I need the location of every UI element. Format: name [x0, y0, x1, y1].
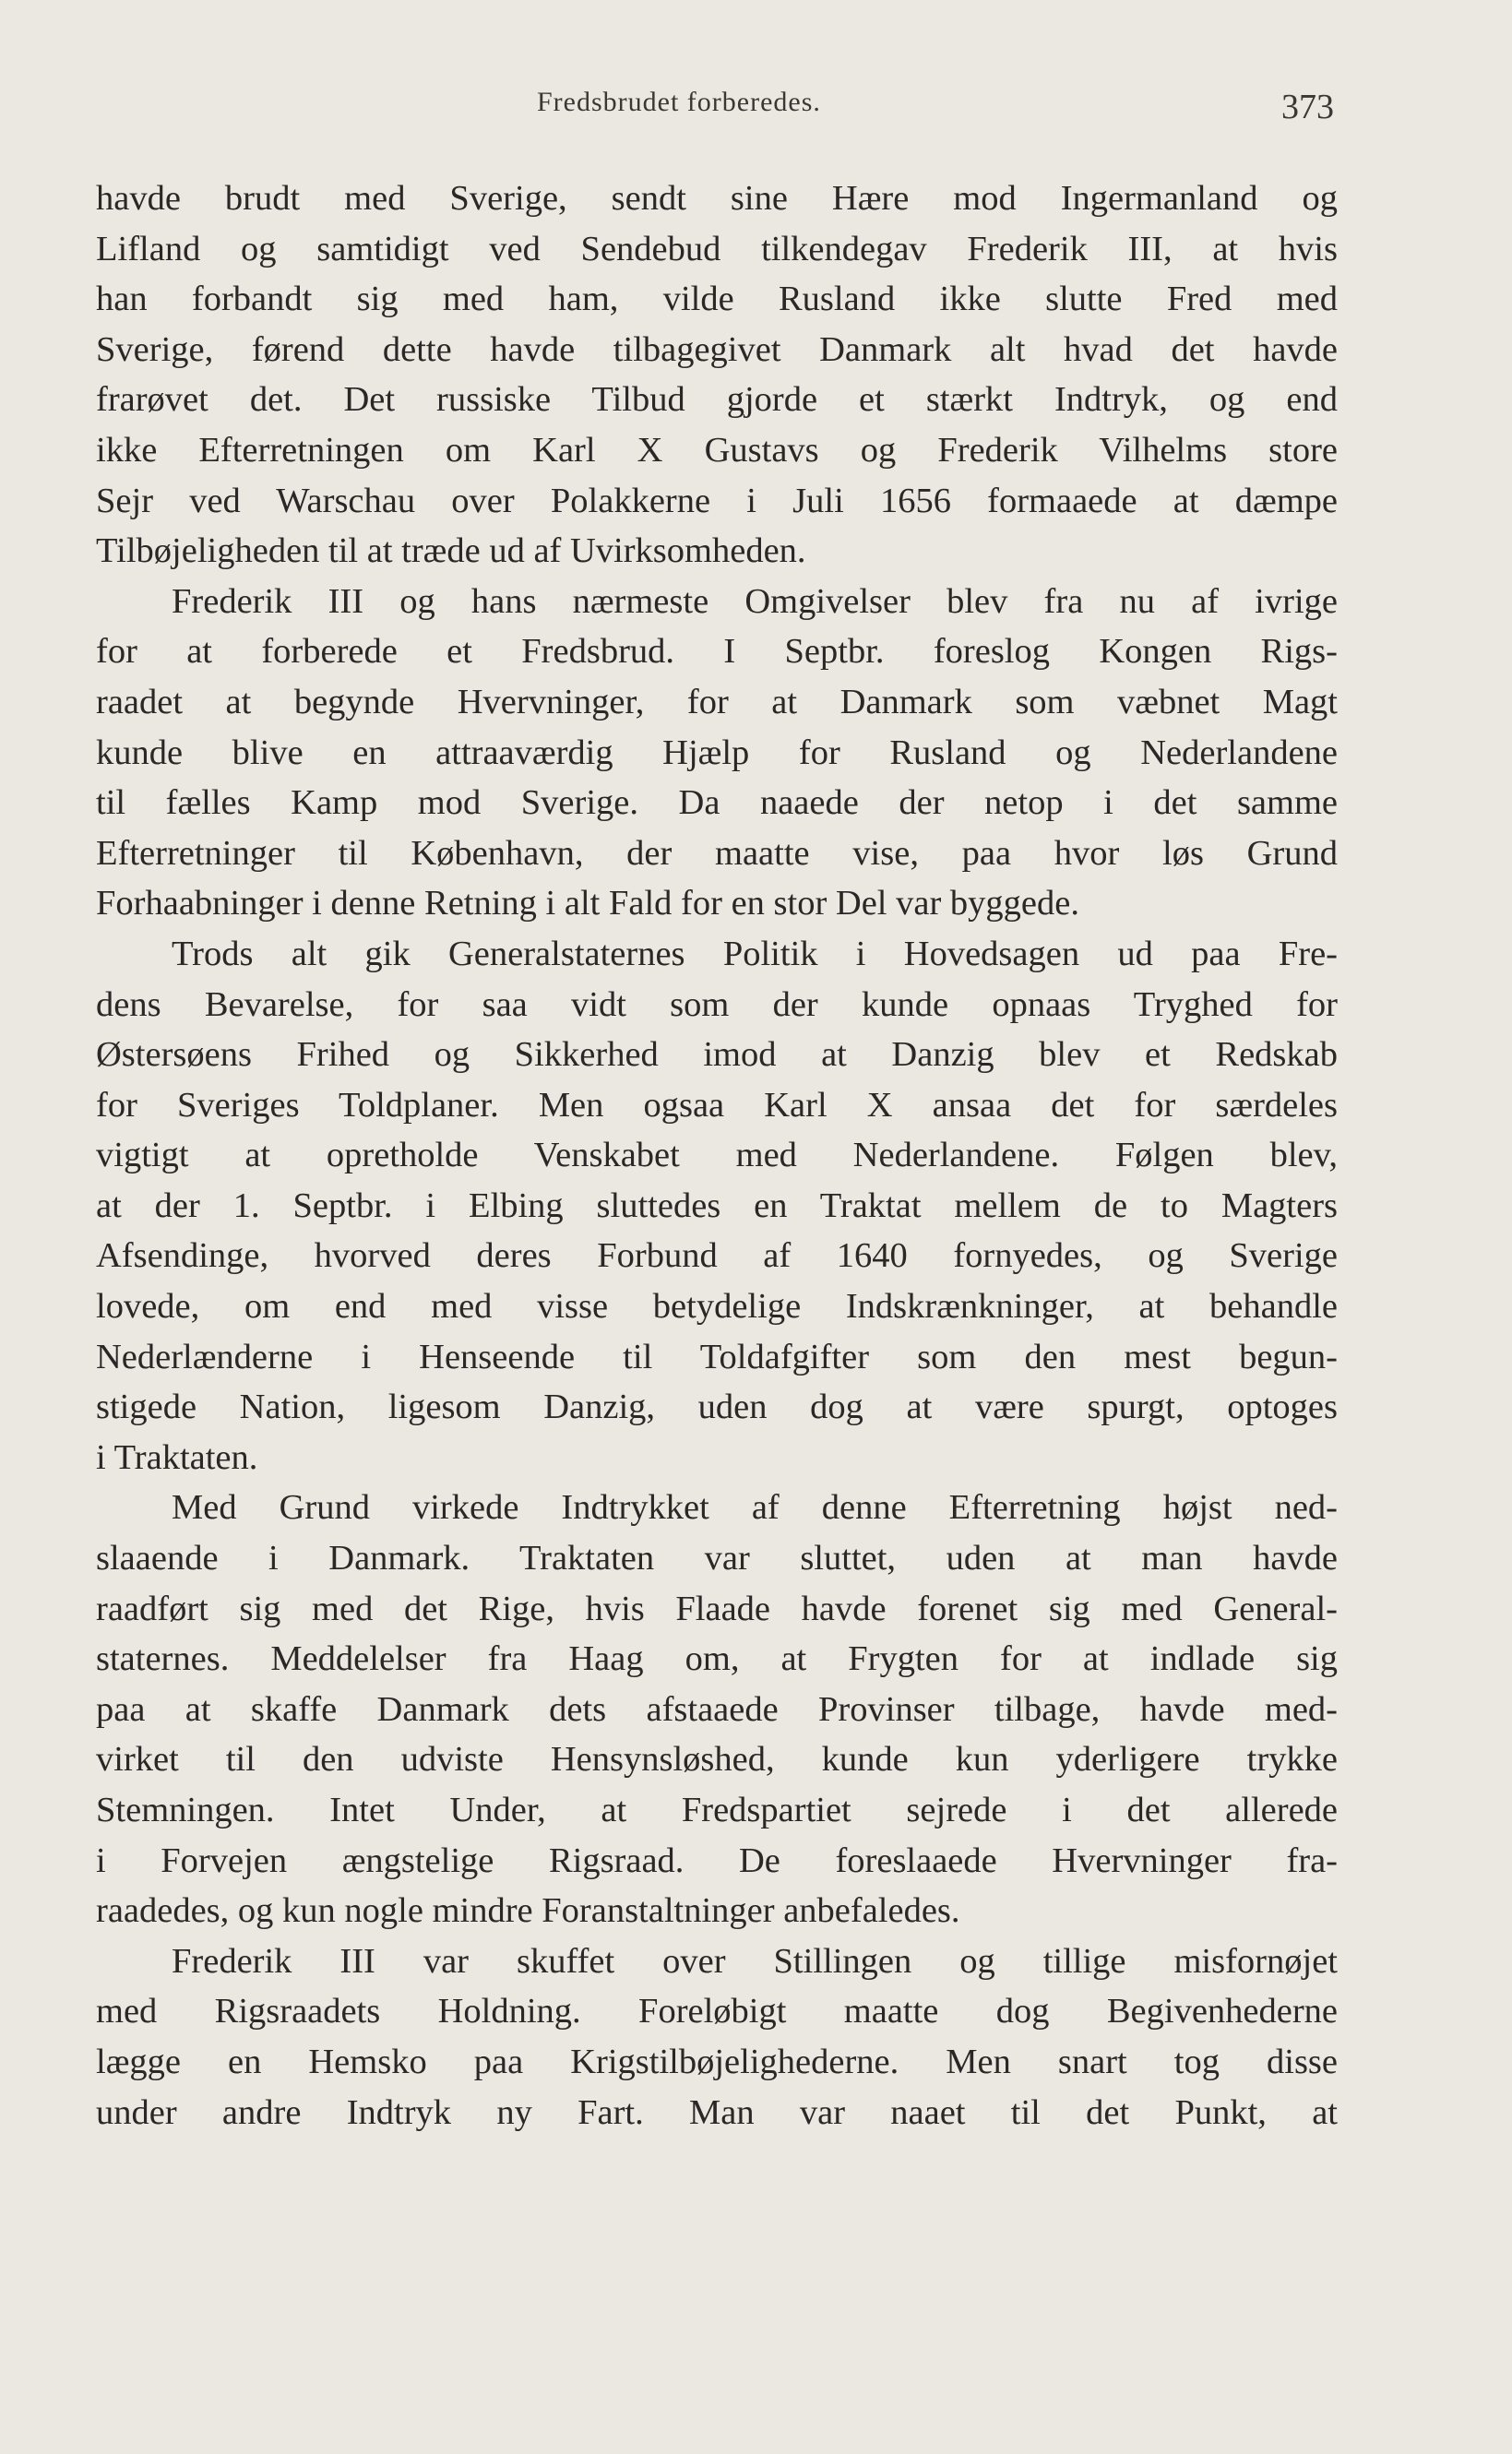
text-line: Østersøens Frihed og Sikkerhed imod at Danzig blev et Redskab	[96, 1035, 1338, 1075]
text-line: havde brudt med Sverige, sendt sine Hære mod Ingermanland og	[96, 179, 1338, 218]
text-line: kunde blive en attraaværdig Hjælp for Rusland og Nederlandene	[96, 733, 1338, 772]
text-line: Tilbøjeligheden til at træde ud af Uvirksomheden.	[96, 531, 806, 571]
text-line: virket til den udviste Hensynsløshed, kunde kun yderligere trykke	[96, 1740, 1338, 1780]
page-number: 373	[1281, 88, 1334, 126]
text-line: at der 1. Septbr. i Elbing sluttedes en Traktat mellem de to Magters	[96, 1185, 1338, 1225]
text-line: Lifland og samtidigt ved Sendebud tilkendegav Frederik III, at hvis	[96, 229, 1338, 268]
text-line: for Sveriges Toldplaner. Men ogsaa Karl X ansaa det for særdeles	[96, 1085, 1338, 1125]
text-line: frarøvet det. Det russiske Tilbud gjorde et stærkt Indtryk, og end	[96, 380, 1338, 420]
text-line: Efterretninger til København, der maatte vise, paa hvor løs Grund	[96, 833, 1338, 873]
text-line: Frederik III var skuffet over Stillingen og tillige misfornøjet	[172, 1941, 1338, 1981]
text-line: for at forberede et Fredsbrud. I Septbr. foreslog Kongen Rigs-	[96, 632, 1338, 672]
text-line: Sejr ved Warschau over Polakkerne i Juli 1656 formaaede at dæmpe	[96, 481, 1338, 520]
running-title: Fredsbrudet forberedes.	[537, 87, 821, 117]
text-line: raadedes, og kun nogle mindre Foranstaltninger anbefaledes.	[96, 1891, 960, 1931]
text-line: raadet at begynde Hvervninger, for at Danmark som væbnet Magt	[96, 682, 1338, 721]
text-line: raadført sig med det Rige, hvis Flaade havde forenet sig med General-	[96, 1589, 1338, 1628]
text-line: lovede, om end med visse betydelige Indskrænkninger, at behandle	[96, 1287, 1338, 1327]
text-line: ikke Efterretningen om Karl X Gustavs og Frederik Vilhelms store	[96, 430, 1338, 470]
text-line: til fælles Kamp mod Sverige. Da naaede der netop i det samme	[96, 783, 1338, 823]
text-line: lægge en Hemsko paa Krigstilbøjelighederne. Men snart tog disse	[96, 2042, 1338, 2081]
text-line: Frederik III og hans nærmeste Omgivelser blev fra nu af ivrige	[172, 581, 1338, 621]
body-text	[96, 173, 1338, 2138]
text-line: paa at skaffe Danmark dets afstaaede Provinser tilbage, havde med-	[96, 1689, 1338, 1729]
running-head	[0, 87, 1512, 133]
text-line: slaaende i Danmark. Traktaten var sluttet, uden at man havde	[96, 1539, 1338, 1578]
text-line: Stemningen. Intet Under, at Fredspartiet sejrede i det allerede	[96, 1791, 1338, 1829]
text-line: han forbandt sig med ham, vilde Rusland ikke slutte Fred med	[96, 280, 1338, 319]
text-line: i Traktaten.	[96, 1437, 258, 1477]
text-line: stigede Nation, ligesom Danzig, uden dog at være spurgt, optoges	[96, 1388, 1338, 1427]
text-line: Nederlænderne i Henseende til Toldafgifter som den mest begun-	[96, 1337, 1338, 1376]
text-line: i Forvejen ængstelige Rigsraad. De foreslaaede Hvervninger fra-	[96, 1840, 1338, 1880]
text-line: med Rigsraadets Holdning. Foreløbigt maatte dog Begivenhederne	[96, 1992, 1338, 2031]
text-line: staternes. Meddelelser fra Haag om, at Frygten for at indlade sig	[96, 1639, 1338, 1679]
text-line: Afsendinge, hvorved deres Forbund af 1640 fornyedes, og Sverige	[96, 1236, 1338, 1276]
text-line: Sverige, førend dette havde tilbagegivet Danmark alt hvad det havde	[96, 329, 1338, 369]
text-line: Trods alt gik Generalstaternes Politik i Hovedsagen ud paa Fre-	[172, 934, 1338, 973]
text-line: vigtigt at opretholde Venskabet med Nederlandene. Følgen blev,	[96, 1136, 1338, 1175]
text-line: Forhaabninger i denne Retning i alt Fald for en stor Del var byggede.	[96, 884, 1079, 923]
text-line: Med Grund virkede Indtrykket af denne Efterretning højst ned-	[172, 1488, 1338, 1528]
text-line: dens Bevarelse, for saa vidt som der kunde opnaas Tryghed for	[96, 984, 1338, 1024]
text-line: under andre Indtryk ny Fart. Man var naaet til det Punkt, at	[96, 2092, 1338, 2132]
